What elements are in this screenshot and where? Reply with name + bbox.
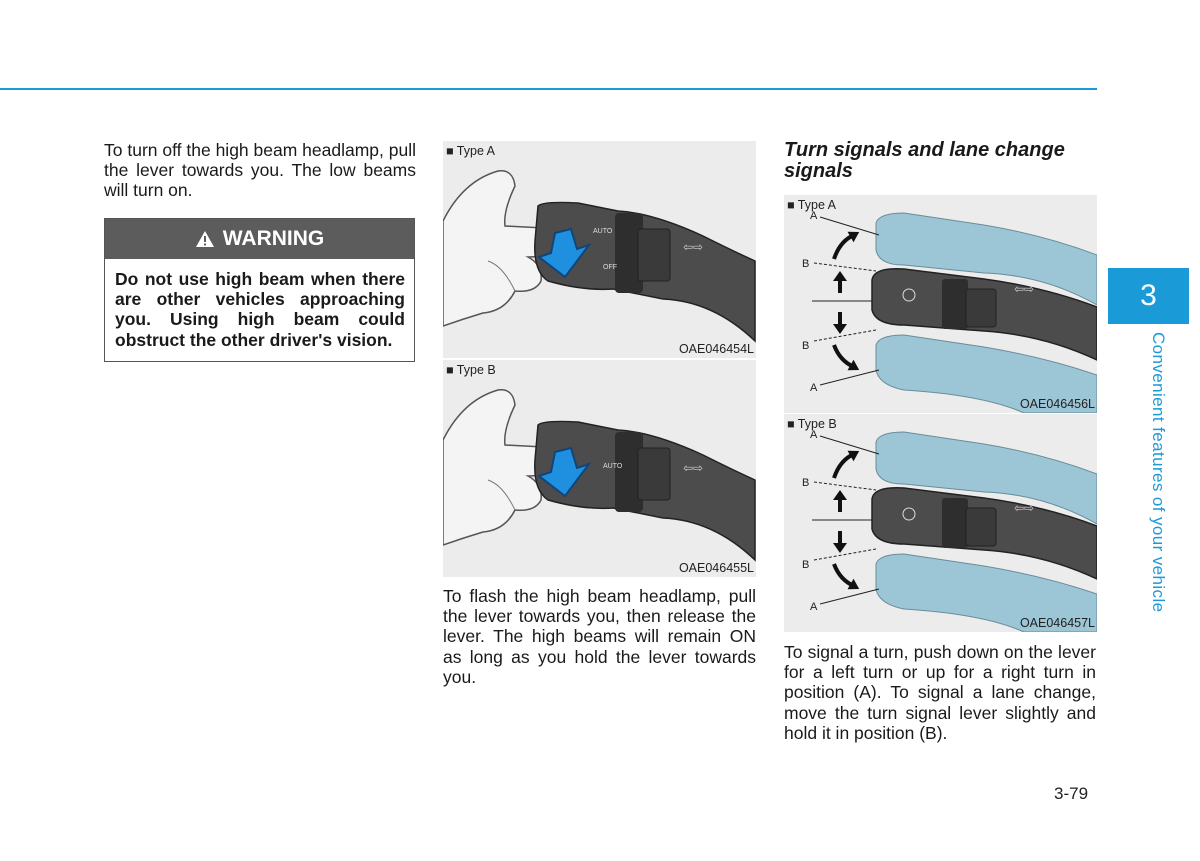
figure-code: OAE046455L <box>678 561 754 575</box>
callout-b-bottom: B <box>802 340 810 352</box>
callout-a-top: A <box>810 210 818 222</box>
svg-text:⇦⇨: ⇦⇨ <box>1014 501 1035 515</box>
figure-label: ■ Type A <box>446 144 496 158</box>
callout-b-top: B <box>802 258 810 270</box>
figure-code: OAE046454L <box>678 342 754 356</box>
callout-a-bottom: A <box>810 601 818 613</box>
figure-label: ■ Type A <box>787 198 837 212</box>
chapter-number: 3 <box>1140 279 1157 312</box>
callout-b-bottom: B <box>802 559 810 571</box>
warning-header <box>105 219 414 259</box>
svg-text:OFF: OFF <box>603 264 617 271</box>
figure-turn-signal-type-b <box>784 414 1097 632</box>
svg-text:⇦⇨: ⇦⇨ <box>683 240 704 254</box>
section-heading: Turn signals and lane change signals <box>784 139 1065 182</box>
figure-type-b-pull <box>443 360 756 577</box>
figure-label: ■ Type B <box>787 417 837 431</box>
chapter-tab <box>1108 268 1189 324</box>
callout-a-top: A <box>810 429 818 441</box>
figure-label: ■ Type B <box>446 363 496 377</box>
warning-text: Do not use high beam when there are other vehicles approaching you. Using high beam could obstruct the other driver's vision. <box>115 269 405 350</box>
paragraph-high-beam-off: To turn off the high beam headlamp, pull the lever towards you. The low beams will turn on. <box>104 140 416 201</box>
callout-b-top: B <box>802 477 810 489</box>
figure-type-a-pull <box>443 141 756 358</box>
warning-triangle-icon <box>195 230 215 248</box>
svg-text:⇦⇨: ⇦⇨ <box>1014 282 1035 296</box>
chapter-title: Convenient features of your vehicle <box>1149 332 1168 613</box>
header-rule <box>0 88 1097 90</box>
figure-turn-signal-type-a <box>784 195 1097 413</box>
page-number: 3-79 <box>1054 784 1089 803</box>
callout-a-bottom: A <box>810 382 818 394</box>
svg-text:⇦⇨: ⇦⇨ <box>683 461 704 475</box>
paragraph-turn-signal: To signal a turn, push down on the lever for a left turn or up for a right turn in position (A). To signal a lane change, move the turn signal lever slightly and hold it in position (B). <box>784 642 1096 743</box>
warning-box <box>104 218 415 362</box>
warning-title: WARNING <box>222 227 325 250</box>
svg-text:AUTO: AUTO <box>593 228 613 235</box>
figure-code: OAE046457L <box>1019 616 1095 630</box>
svg-text:AUTO: AUTO <box>603 463 623 470</box>
figure-code: OAE046456L <box>1019 397 1095 411</box>
paragraph-flash-high-beam: To flash the high beam headlamp, pull the lever towards you, then release the lever. The high beams will remain ON as long as you hold the lever towards you. <box>443 586 756 687</box>
